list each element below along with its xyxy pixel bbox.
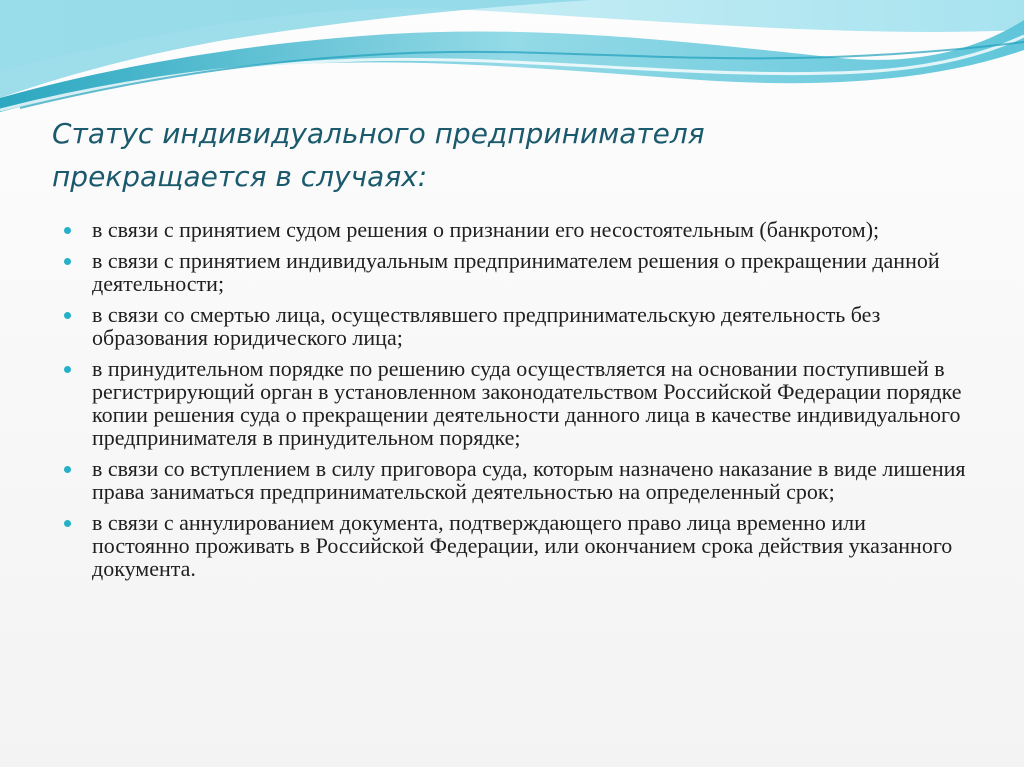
list-item-court-decision <box>62 357 967 449</box>
list-item-text: в связи с аннулированием документа, подтверждающего право лица временно или постоянно проживать в Российской Федерации, или окончанием срока действия указанного документа. <box>92 510 953 581</box>
bullet-dot-icon <box>64 466 71 473</box>
bullet-dot-icon <box>64 258 71 265</box>
bullet-dot-icon <box>64 366 71 373</box>
list-item-court-sentence <box>62 457 967 503</box>
list-item-death <box>62 303 967 349</box>
list-item-bankruptcy <box>62 218 967 241</box>
bullet-dot-icon <box>64 227 71 234</box>
list-item-own-decision <box>62 249 967 295</box>
list-item-text: в связи со вступлением в силу приговора суда, которым назначено наказание в виде лишения права заниматься предпринимательской деятельностью на определенный срок; <box>92 456 966 504</box>
list-item-text: в связи с принятием индивидуальным предпринимателем решения о прекращении данной деятельности; <box>92 248 940 296</box>
list-item-text: в принудительном порядке по решению суда осуществляется на основании поступившей в регистрирующий орган в установленном законодательством Российской Федерации порядке копии решения суда о прекращении деятельности данного лица в качестве индивидуального предпринимателя в принудительном порядке; <box>92 356 962 450</box>
bullet-dot-icon <box>64 520 71 527</box>
title-line-1: Статус индивидуального предпринимателя <box>52 117 705 150</box>
list-item-text: в связи с принятием судом решения о признании его несостоятельным (банкротом); <box>92 217 880 242</box>
bullet-dot-icon <box>64 312 71 319</box>
termination-cases-list <box>62 218 967 588</box>
list-item-document-cancelled <box>62 511 967 580</box>
header-wave-decoration <box>0 0 1024 120</box>
title-line-2: прекращается в случаях: <box>52 160 428 193</box>
list-item-text: в связи со смертью лица, осуществлявшего предпринимательскую деятельность без образования юридического лица; <box>92 302 881 350</box>
slide-title <box>52 112 952 198</box>
